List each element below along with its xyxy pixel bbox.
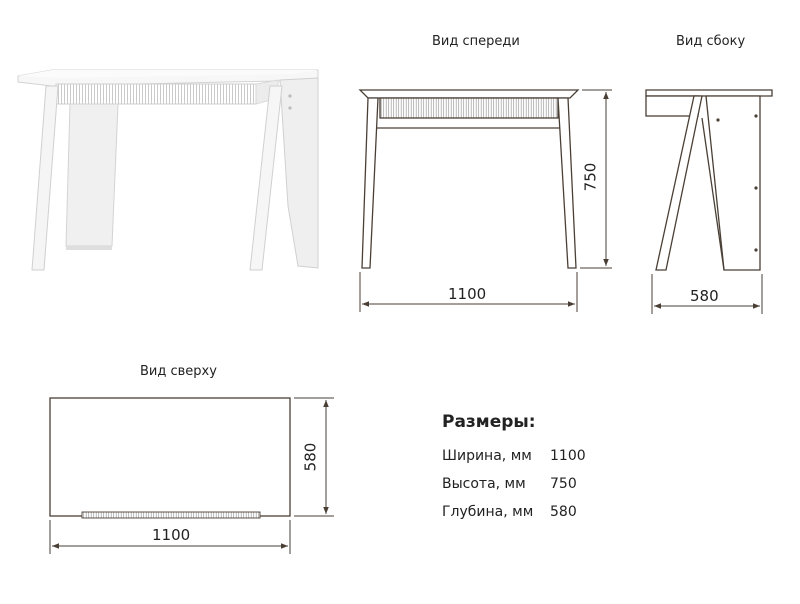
- top-view: [50, 398, 290, 518]
- front-view: [360, 90, 578, 268]
- side-view-label: Вид сбоку: [676, 34, 746, 49]
- top-view-label: Вид сверху: [140, 364, 217, 379]
- spec-height-label: Высота, мм: [442, 476, 526, 492]
- front-width-value: 1100: [448, 285, 487, 303]
- specs-title: Размеры:: [442, 412, 536, 432]
- front-height-value: 750: [581, 162, 600, 192]
- spec-depth-label: Глубина, мм: [442, 504, 534, 520]
- spec-width-value: 1100: [550, 448, 586, 464]
- spec-depth-value: 580: [550, 504, 577, 520]
- side-depth-value: 580: [690, 287, 719, 305]
- spec-width-label: Ширина, мм: [442, 448, 532, 464]
- desk-3d-render: [18, 70, 318, 270]
- top-width-value: 1100: [152, 526, 191, 544]
- front-view-label: Вид спереди: [432, 34, 520, 49]
- top-depth-value: 580: [301, 442, 320, 472]
- side-view: [646, 90, 772, 270]
- spec-height-value: 750: [550, 476, 577, 492]
